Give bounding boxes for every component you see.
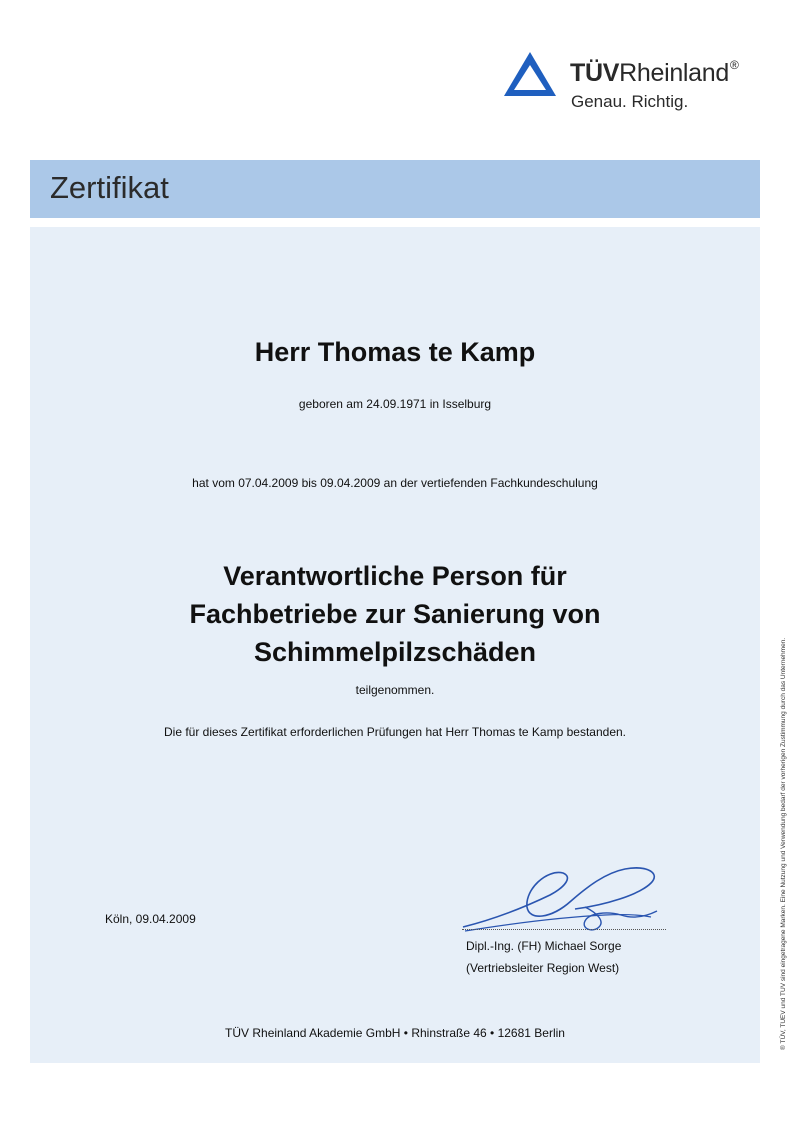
place-date: Köln, 09.04.2009: [105, 912, 196, 926]
logo-brand-bold: TÜV: [570, 59, 620, 87]
birth-line: geboren am 24.09.1971 in Isselburg: [298, 397, 492, 411]
recipient-name: Herr Thomas te Kamp: [254, 337, 536, 367]
logo-brand-regular: Rheinland: [619, 59, 729, 87]
tuv-rheinland-logo: [502, 50, 782, 120]
logo-brand-text: [570, 58, 739, 88]
logo-tagline: Genau. Richtig.: [571, 92, 689, 111]
course-title-line: Verantwortliche Person für: [223, 561, 567, 591]
signature: [455, 859, 675, 939]
page-title: Zertifikat: [50, 170, 169, 205]
triangle-logo-icon: [502, 50, 558, 98]
passed-line: Die für dieses Zertifikat erforderlichen Prüfungen hat Herr Thomas te Kamp bestanden.: [163, 725, 626, 739]
course-title: [30, 557, 760, 671]
signer-name: Dipl.-Ing. (FH) Michael Sorge: [466, 939, 622, 953]
course-title-line: Fachbetriebe zur Sanierung von: [189, 599, 601, 629]
trademark-note: ® TÜV, TUEV und TUV sind eingetragene Marken. Eine Nutzung und Verwendung bedarf der vorherigen Zustimmung durch das Unternehmen.: [780, 637, 787, 1050]
header-band: [30, 160, 760, 218]
period-line: hat vom 07.04.2009 bis 09.04.2009 an der vertiefenden Fachkundeschulung: [192, 476, 598, 490]
signer-role: (Vertriebsleiter Region West): [466, 961, 620, 975]
signature-line: [462, 929, 666, 930]
footer-address: TÜV Rheinland Akademie GmbH • Rhinstraße 46 • 12681 Berlin: [225, 1026, 565, 1040]
registered-mark: ®: [730, 58, 739, 72]
course-title-line: Schimmelpilzschäden: [253, 637, 537, 667]
participated-line: teilgenommen.: [355, 683, 435, 697]
certificate-panel: [30, 227, 760, 1063]
